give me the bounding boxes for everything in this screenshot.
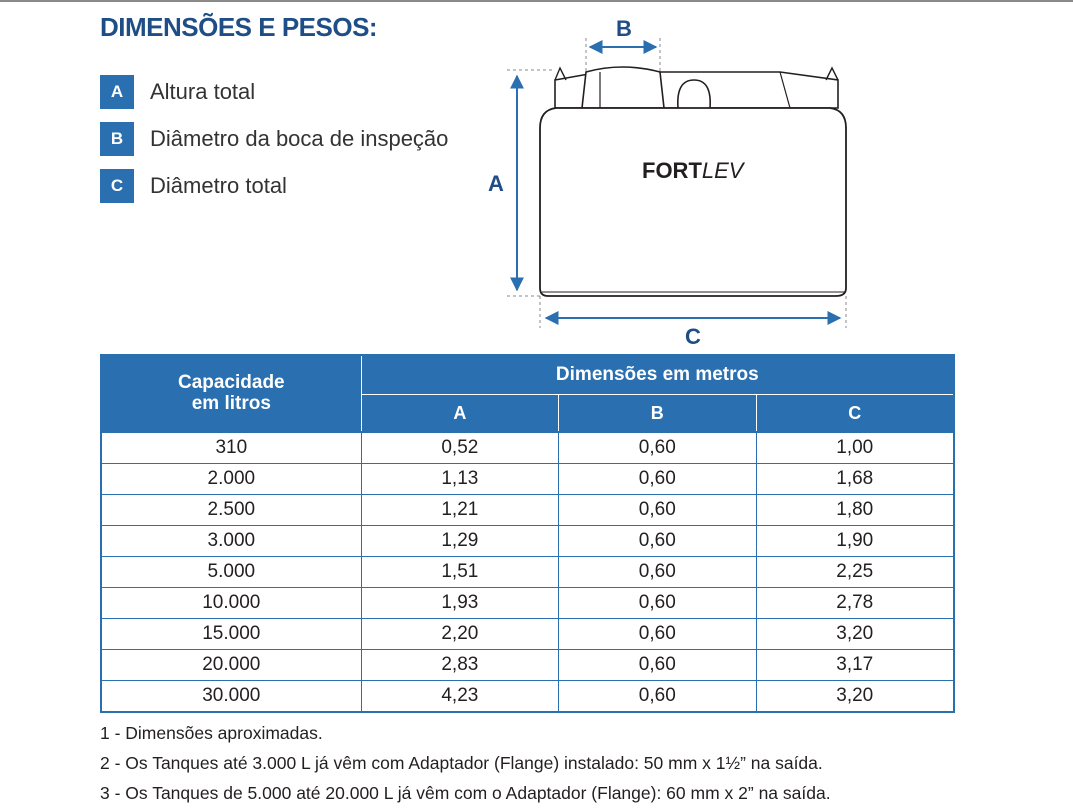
legend-key: A (100, 75, 134, 109)
table-cell: 1,13 (361, 464, 558, 495)
dimensions-table (100, 354, 955, 713)
tank-dome-handle (678, 80, 710, 108)
table-cell: 1,80 (756, 495, 954, 526)
header-col-a: A (361, 395, 558, 433)
brand-logo: FORTLEV (642, 158, 744, 183)
legend-item-c (100, 169, 287, 203)
table-row (101, 464, 954, 495)
table-cell: 1,51 (361, 557, 558, 588)
header-capacity-line1: Capacidade (177, 372, 285, 393)
legend-text: Diâmetro da boca de inspeção (150, 126, 449, 151)
table-cell: 0,60 (559, 526, 756, 557)
footnotes (100, 718, 831, 808)
table-row (101, 557, 954, 588)
table-cell: 2.000 (101, 464, 361, 495)
legend-key: B (100, 122, 134, 156)
legend-item-b (100, 122, 448, 156)
table-cell: 2,20 (361, 619, 558, 650)
table-cell: 20.000 (101, 650, 361, 681)
table-cell: 1,00 (756, 432, 954, 464)
table-cell: 2,25 (756, 557, 954, 588)
table-row (101, 495, 954, 526)
tank-body (540, 108, 846, 296)
table-row (101, 681, 954, 713)
table-cell: 2,83 (361, 650, 558, 681)
table-row (101, 619, 954, 650)
table-row (101, 432, 954, 464)
header-capacity (101, 355, 361, 432)
table-cell: 3.000 (101, 526, 361, 557)
legend-text: Altura total (150, 79, 256, 104)
dimension-c-label: C (685, 324, 701, 349)
table-cell: 1,68 (756, 464, 954, 495)
tank-diagram (480, 10, 880, 350)
table-cell: 4,23 (361, 681, 558, 713)
table-cell: 310 (101, 432, 361, 464)
table-cell: 0,60 (559, 588, 756, 619)
table-cell: 10.000 (101, 588, 361, 619)
table-row (101, 650, 954, 681)
table-cell: 3,17 (756, 650, 954, 681)
table-cell: 1,90 (756, 526, 954, 557)
header-col-c: C (756, 395, 954, 433)
table-cell: 2.500 (101, 495, 361, 526)
table-cell: 2,78 (756, 588, 954, 619)
header-group: Dimensões em metros (361, 355, 954, 395)
table-cell: 0,60 (559, 432, 756, 464)
footnote: 2 - Os Tanques até 3.000 L já vêm com Adaptador (Flange) instalado: 50 mm x 1½” na saída. (100, 753, 823, 773)
table-cell: 0,60 (559, 619, 756, 650)
table-cell: 5.000 (101, 557, 361, 588)
table-cell: 0,60 (559, 650, 756, 681)
footnote: 3 - Os Tanques de 5.000 até 20.000 L já vêm com o Adaptador (Flange): 60 mm x 2” na saída. (100, 783, 831, 803)
top-rule (0, 0, 1073, 2)
table-cell: 1,93 (361, 588, 558, 619)
dimension-b-label: B (616, 16, 632, 41)
dimension-a-label: A (488, 171, 504, 196)
table-row (101, 526, 954, 557)
header-capacity-line2: em litros (191, 393, 271, 414)
table-cell: 0,52 (361, 432, 558, 464)
header-col-b: B (559, 395, 756, 433)
table-cell: 0,60 (559, 681, 756, 713)
table-cell: 0,60 (559, 464, 756, 495)
legend-key: C (100, 169, 134, 203)
table-row (101, 588, 954, 619)
legend-item-a (100, 75, 255, 109)
page-title: DIMENSÕES E PESOS: (100, 12, 378, 42)
table-cell: 1,21 (361, 495, 558, 526)
legend-text: Diâmetro total (150, 173, 287, 198)
table-cell: 0,60 (559, 495, 756, 526)
table-cell: 3,20 (756, 681, 954, 713)
table-cell: 0,60 (559, 557, 756, 588)
table-cell: 30.000 (101, 681, 361, 713)
footnote: 1 - Dimensões aproximadas. (100, 723, 323, 743)
tank-hatch (582, 67, 664, 108)
table-cell: 3,20 (756, 619, 954, 650)
table-cell: 15.000 (101, 619, 361, 650)
table-cell: 1,29 (361, 526, 558, 557)
